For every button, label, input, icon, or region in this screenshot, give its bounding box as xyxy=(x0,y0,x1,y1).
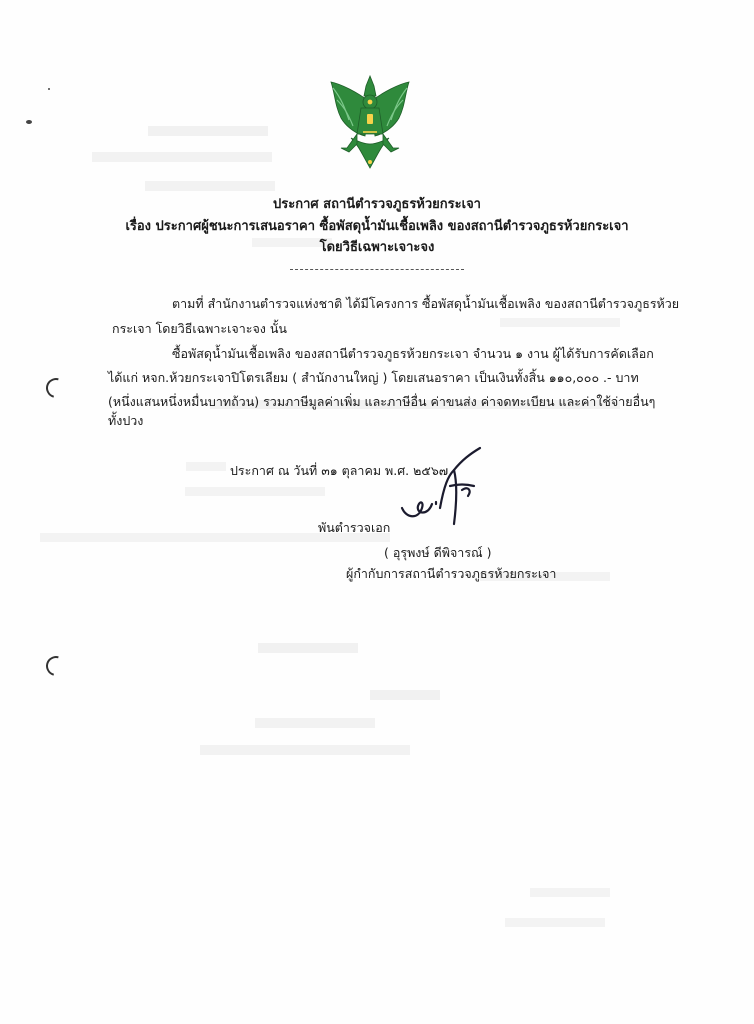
body-paragraph-1-line-1: ตามที่ สำนักงานตำรวจแห่งชาติ ได้มีโครงการ ซื้อพัสดุน้ำมันเชื้อเพลิง ของสถานีตำรวจภูธรห้วย xyxy=(172,296,680,311)
bleed-through xyxy=(500,318,620,327)
signature-mark xyxy=(396,446,492,536)
body-paragraph-1-line-2: กระเจา โดยวิธีเฉพาะเจาะจง นั้น xyxy=(112,321,287,336)
signatory-rank: พันตำรวจเอก xyxy=(318,520,391,535)
scan-speck xyxy=(48,88,50,90)
divider xyxy=(290,269,464,270)
punch-hole-mark xyxy=(42,374,69,401)
bleed-through xyxy=(505,918,605,927)
bleed-through xyxy=(186,462,226,471)
body-paragraph-2-line-2: ได้แก่ หจก.ห้วยกระเจาปิโตรเลียม ( สำนักงานใหญ่ ) โดยเสนอราคา เป็นเงินทั้งสิ้น ๑๑๐,๐๐๐ .- บาท xyxy=(108,370,639,385)
bleed-through xyxy=(185,487,325,496)
bleed-through xyxy=(370,690,440,700)
bleed-through xyxy=(148,126,268,136)
body-paragraph-2-line-4: ทั้งปวง xyxy=(108,413,144,428)
body-paragraph-2-line-3: (หนึ่งแสนหนึ่งหมื่นบาทถ้วน) รวมภาษีมูลค่าเพิ่ม และภาษีอื่น ค่าขนส่ง ค่าจดทะเบียน และค่าใช้จ่ายอื่นๆ xyxy=(108,394,656,409)
announcement-subject: เรื่อง ประกาศผู้ชนะการเสนอราคา ซื้อพัสดุน้ำมันเชื้อเพลิง ของสถานีตำรวจภูธรห้วยกระเจา xyxy=(125,219,629,234)
bleed-through xyxy=(258,643,358,653)
bleed-through xyxy=(200,745,410,755)
announcement-date: ประกาศ ณ วันที่ ๓๑ ตุลาคม พ.ศ. ๒๕๖๗ xyxy=(230,463,449,478)
garuda-emblem-icon xyxy=(327,72,413,176)
bleed-through xyxy=(530,888,610,897)
punch-hole-mark xyxy=(42,652,69,679)
signatory-position: ผู้กำกับการสถานีตำรวจภูธรห้วยกระเจา xyxy=(346,566,557,581)
announcement-header: ประกาศ สถานีตำรวจภูธรห้วยกระเจา xyxy=(273,197,481,212)
signatory-name: ( อุรุพงษ์ ดีพิจารณ์ ) xyxy=(384,545,492,560)
bleed-through xyxy=(255,718,375,728)
procurement-method: โดยวิธีเฉพาะเจาะจง xyxy=(319,240,435,255)
scan-speck xyxy=(26,120,32,124)
bleed-through xyxy=(145,181,275,191)
body-paragraph-2-line-1: ซื้อพัสดุน้ำมันเชื้อเพลิง ของสถานีตำรวจภูธรห้วยกระเจา จำนวน ๑ งาน ผู้ได้รับการคัดเลือก xyxy=(172,346,654,361)
bleed-through xyxy=(92,152,272,162)
